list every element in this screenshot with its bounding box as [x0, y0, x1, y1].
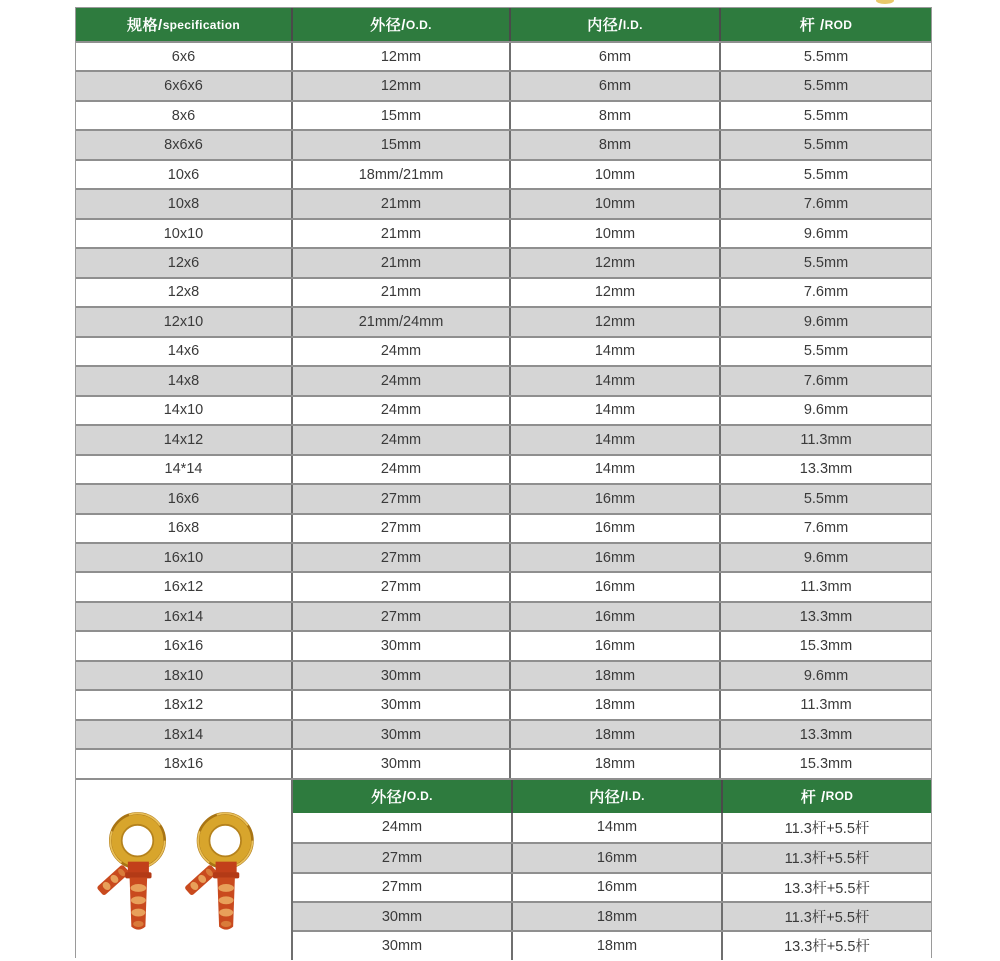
spec-cell: 16x12: [76, 573, 291, 600]
rod-cell: 11.3mm: [719, 691, 931, 718]
cropped-watermark-icon: [876, 0, 894, 4]
spec-cell: 6x6: [76, 43, 291, 70]
header-specification-en: specification: [162, 17, 240, 32]
id-cell: 14mm: [509, 367, 719, 394]
table-row: [76, 277, 931, 306]
rod-cell: 9.6mm: [719, 544, 931, 571]
rod-cell: 7.6mm: [719, 515, 931, 542]
table-row: [76, 454, 931, 483]
header-rod-2: [721, 780, 931, 813]
id-cell: 16mm: [509, 603, 719, 630]
top-table-body: [76, 41, 931, 778]
spec-cell: 10x6: [76, 161, 291, 188]
table-row: [293, 901, 931, 930]
table-row: [76, 483, 931, 512]
od-cell: 15mm: [291, 102, 509, 129]
id-cell: 16mm: [511, 874, 721, 901]
top-header-row: [76, 8, 931, 41]
id-cell: 14mm: [511, 813, 721, 842]
table-row: [76, 218, 931, 247]
id-cell: 18mm: [509, 662, 719, 689]
rod-cell: 15.3mm: [719, 632, 931, 659]
table-row: [76, 513, 931, 542]
header-id-en: I.D.: [622, 17, 643, 32]
spec-cell: 18x16: [76, 750, 291, 777]
spec-cell: 12x6: [76, 249, 291, 276]
table-row: [76, 70, 931, 99]
id-cell: 14mm: [509, 397, 719, 424]
od-cell: 21mm: [291, 249, 509, 276]
od-cell: 18mm/21mm: [291, 161, 509, 188]
header-od: [291, 8, 509, 41]
spec-cell: 16x6: [76, 485, 291, 512]
rod-cell: 9.6mm: [719, 397, 931, 424]
table-row: [293, 930, 931, 959]
rod-cell: 9.6mm: [719, 662, 931, 689]
od-cell: 21mm: [291, 279, 509, 306]
id-cell: 6mm: [509, 43, 719, 70]
rod-cell: 5.5mm: [719, 249, 931, 276]
od-cell: 30mm: [293, 903, 511, 930]
od-cell: 27mm: [291, 573, 509, 600]
id-cell: 18mm: [509, 750, 719, 777]
rod-cell: 11.3mm: [719, 426, 931, 453]
rod-cell: 11.3杆+5.5杆: [721, 903, 931, 930]
od-cell: 24mm: [291, 367, 509, 394]
id-cell: 14mm: [509, 338, 719, 365]
table-row: [76, 719, 931, 748]
header-specification: [76, 8, 291, 41]
spec-cell: 16x16: [76, 632, 291, 659]
table-row: [76, 424, 931, 453]
od-cell: 30mm: [291, 750, 509, 777]
header-rod-2-zh: 杆 /: [800, 788, 826, 806]
spec-cell: 18x12: [76, 691, 291, 718]
od-cell: 12mm: [291, 43, 509, 70]
id-cell: 16mm: [511, 844, 721, 871]
rod-cell: 13.3mm: [719, 456, 931, 483]
id-cell: 12mm: [509, 279, 719, 306]
rod-cell: 11.3杆+5.5杆: [721, 813, 931, 842]
spec-cell: 14x8: [76, 367, 291, 394]
rod-cell: 13.3mm: [719, 603, 931, 630]
od-cell: 24mm: [293, 813, 511, 842]
od-cell: 27mm: [293, 844, 511, 871]
od-cell: 21mm/24mm: [291, 308, 509, 335]
rod-cell: 5.5mm: [719, 43, 931, 70]
table-row: [76, 188, 931, 217]
header-od-2-zh: 外径/: [371, 788, 407, 806]
table-row: [76, 395, 931, 424]
bottom-table-body: [293, 813, 931, 960]
header-od-zh: 外径/: [370, 17, 406, 34]
id-cell: 18mm: [509, 721, 719, 748]
rod-cell: 5.5mm: [719, 102, 931, 129]
rod-cell: 13.3杆+5.5杆: [721, 874, 931, 901]
od-cell: 24mm: [291, 456, 509, 483]
id-cell: 16mm: [509, 632, 719, 659]
spec-cell: 12x8: [76, 279, 291, 306]
rod-cell: 13.3杆+5.5杆: [721, 932, 931, 959]
header-id-2-en: I.D.: [624, 789, 645, 804]
product-photo: [76, 780, 291, 960]
id-cell: 12mm: [509, 249, 719, 276]
header-od-2-en: O.D.: [406, 789, 433, 804]
od-cell: 21mm: [291, 190, 509, 217]
banjo-fittings-illustration: [96, 802, 272, 938]
table-row: [76, 689, 931, 718]
header-id-2-zh: 内径/: [589, 788, 625, 806]
table-row: [76, 41, 931, 70]
od-cell: 27mm: [291, 515, 509, 542]
rod-cell: 5.5mm: [719, 131, 931, 158]
od-cell: 30mm: [291, 662, 509, 689]
header-rod-zh: 杆 /: [799, 17, 825, 34]
id-cell: 10mm: [509, 161, 719, 188]
header-od-2: [293, 780, 511, 813]
header-rod: [719, 8, 931, 41]
id-cell: 16mm: [509, 573, 719, 600]
id-cell: 16mm: [509, 544, 719, 571]
spec-cell: 6x6x6: [76, 72, 291, 99]
od-cell: 27mm: [291, 544, 509, 571]
od-cell: 12mm: [291, 72, 509, 99]
spec-cell: 16x8: [76, 515, 291, 542]
table-row: [76, 336, 931, 365]
spec-cell: 14*14: [76, 456, 291, 483]
rod-cell: 11.3mm: [719, 573, 931, 600]
spec-cell: 16x10: [76, 544, 291, 571]
id-cell: 16mm: [509, 515, 719, 542]
table-row: [293, 813, 931, 842]
spec-cell: 14x10: [76, 397, 291, 424]
table-row: [76, 247, 931, 276]
rod-cell: 5.5mm: [719, 485, 931, 512]
bottom-sub-table: [291, 780, 931, 960]
od-cell: 24mm: [291, 426, 509, 453]
header-rod-en: ROD: [824, 17, 853, 32]
od-cell: 30mm: [291, 691, 509, 718]
spec-cell: 8x6x6: [76, 131, 291, 158]
header-id-2: [511, 780, 721, 813]
table-row: [76, 542, 931, 571]
rod-cell: 13.3mm: [719, 721, 931, 748]
rod-cell: 7.6mm: [719, 190, 931, 217]
spec-cell: 12x10: [76, 308, 291, 335]
id-cell: 6mm: [509, 72, 719, 99]
table-row: [76, 571, 931, 600]
rod-cell: 5.5mm: [719, 72, 931, 99]
id-cell: 18mm: [511, 903, 721, 930]
header-od-en: O.D.: [405, 17, 432, 32]
rod-cell: 15.3mm: [719, 750, 931, 777]
table-row: [76, 365, 931, 394]
id-cell: 10mm: [509, 220, 719, 247]
header-id-zh: 内径/: [587, 17, 623, 34]
table-row: [76, 748, 931, 777]
header-rod-2-en: ROD: [825, 789, 854, 804]
od-cell: 27mm: [291, 603, 509, 630]
rod-cell: 5.5mm: [719, 161, 931, 188]
id-cell: 18mm: [511, 932, 721, 959]
table-row: [76, 601, 931, 630]
table-row: [76, 159, 931, 188]
rod-cell: 7.6mm: [719, 279, 931, 306]
od-cell: 30mm: [293, 932, 511, 959]
od-cell: 30mm: [291, 632, 509, 659]
rod-cell: 9.6mm: [719, 308, 931, 335]
table-row: [76, 660, 931, 689]
header-id: [509, 8, 719, 41]
table-row: [76, 630, 931, 659]
spec-cell: 10x8: [76, 190, 291, 217]
bottom-header-row: [293, 780, 931, 813]
od-cell: 24mm: [291, 397, 509, 424]
spec-cell: 14x12: [76, 426, 291, 453]
id-cell: 16mm: [509, 485, 719, 512]
od-cell: 24mm: [291, 338, 509, 365]
spec-cell: 10x10: [76, 220, 291, 247]
rod-cell: 7.6mm: [719, 367, 931, 394]
header-specification-zh: 规格/: [127, 17, 163, 34]
id-cell: 8mm: [509, 102, 719, 129]
bottom-section: [76, 778, 931, 958]
table-row: [293, 842, 931, 871]
od-cell: 27mm: [291, 485, 509, 512]
id-cell: 14mm: [509, 426, 719, 453]
table-row: [76, 100, 931, 129]
rod-cell: 9.6mm: [719, 220, 931, 247]
spec-cell: 8x6: [76, 102, 291, 129]
id-cell: 14mm: [509, 456, 719, 483]
table-row: [76, 129, 931, 158]
spec-cell: 18x10: [76, 662, 291, 689]
id-cell: 10mm: [509, 190, 719, 217]
rod-cell: 5.5mm: [719, 338, 931, 365]
od-cell: 15mm: [291, 131, 509, 158]
specification-table: [75, 7, 932, 958]
id-cell: 12mm: [509, 308, 719, 335]
od-cell: 27mm: [293, 874, 511, 901]
spec-cell: 16x14: [76, 603, 291, 630]
table-row: [293, 872, 931, 901]
od-cell: 30mm: [291, 721, 509, 748]
spec-cell: 14x6: [76, 338, 291, 365]
rod-cell: 11.3杆+5.5杆: [721, 844, 931, 871]
spec-cell: 18x14: [76, 721, 291, 748]
table-row: [76, 306, 931, 335]
id-cell: 8mm: [509, 131, 719, 158]
od-cell: 21mm: [291, 220, 509, 247]
id-cell: 18mm: [509, 691, 719, 718]
